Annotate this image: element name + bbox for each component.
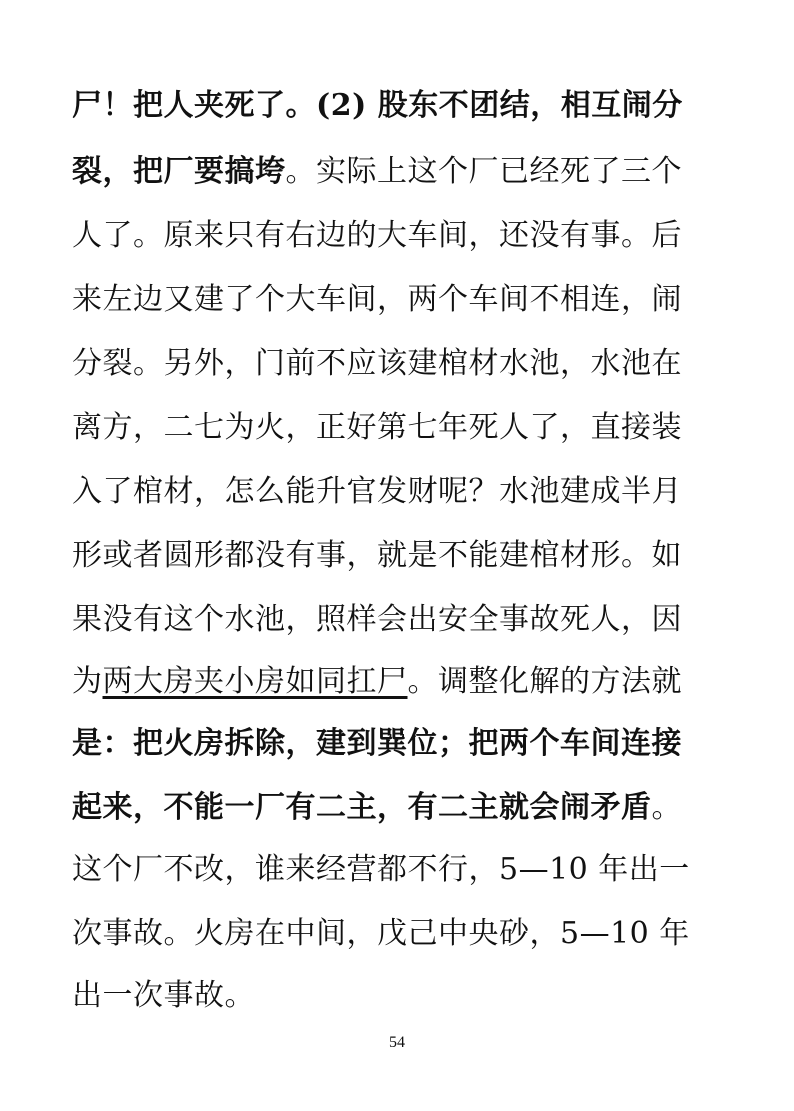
body-text: 入了棺材，怎么能升官发财呢？水池建成半月 — [72, 474, 682, 509]
body-text: 这个厂不改，谁来经营都不行，5—10 年出一 — [72, 852, 690, 887]
bold-text: 裂，把厂要搞垮 — [72, 154, 286, 189]
text-line-9 — [72, 598, 732, 642]
body-text: 果没有这个水池，照样会出安全事故死人，因 — [72, 602, 682, 637]
body-text: 人了。原来只有右边的大车间，还没有事。后 — [72, 218, 682, 253]
body-text: 。实际上这个厂已经死了三个 — [285, 154, 682, 189]
body-text: 。 — [651, 790, 682, 825]
text-line-8 — [72, 534, 732, 578]
text-line-4 — [72, 278, 732, 322]
text-line-10 — [72, 660, 732, 704]
text-line-1 — [72, 84, 732, 128]
body-text: 分裂。另外，门前不应该建棺材水池，水池在 — [72, 346, 682, 381]
text-line-14 — [72, 912, 732, 956]
text-line-5 — [72, 342, 732, 386]
body-text: 形或者圆形都没有事，就是不能建棺材形。如 — [72, 538, 682, 573]
text-line-13 — [72, 848, 732, 892]
bold-text: 尸！把人夹死了。(2) 股东不团结，相互闹分 — [72, 88, 683, 123]
body-text: 来左边又建了个大车间，两个车间不相连，闹 — [72, 282, 682, 317]
body-text: 离方，二七为火，正好第七年死人了，直接装 — [72, 410, 682, 445]
page-number: 54 — [389, 1034, 405, 1051]
bold-text: 是：把火房拆除，建到巽位；把两个车间连接 — [72, 726, 682, 761]
text-line-7 — [72, 470, 732, 514]
body-text: 出一次事故。 — [72, 978, 255, 1013]
text-line-3 — [72, 214, 732, 258]
text-line-15 — [72, 974, 732, 1018]
bold-text: 起来，不能一厂有二主，有二主就会闹矛盾 — [72, 790, 652, 825]
body-text: 为 — [72, 664, 103, 699]
text-line-12 — [72, 786, 732, 830]
text-line-6 — [72, 406, 732, 450]
underlined-text: 两大房夹小房如同扛尸 — [102, 664, 408, 699]
body-text: 。调整化解的方法就 — [407, 664, 682, 699]
text-line-2 — [72, 150, 732, 194]
text-line-11 — [72, 722, 732, 766]
body-text: 次事故。火房在中间，戊己中央砂，5—10 年 — [72, 916, 690, 951]
